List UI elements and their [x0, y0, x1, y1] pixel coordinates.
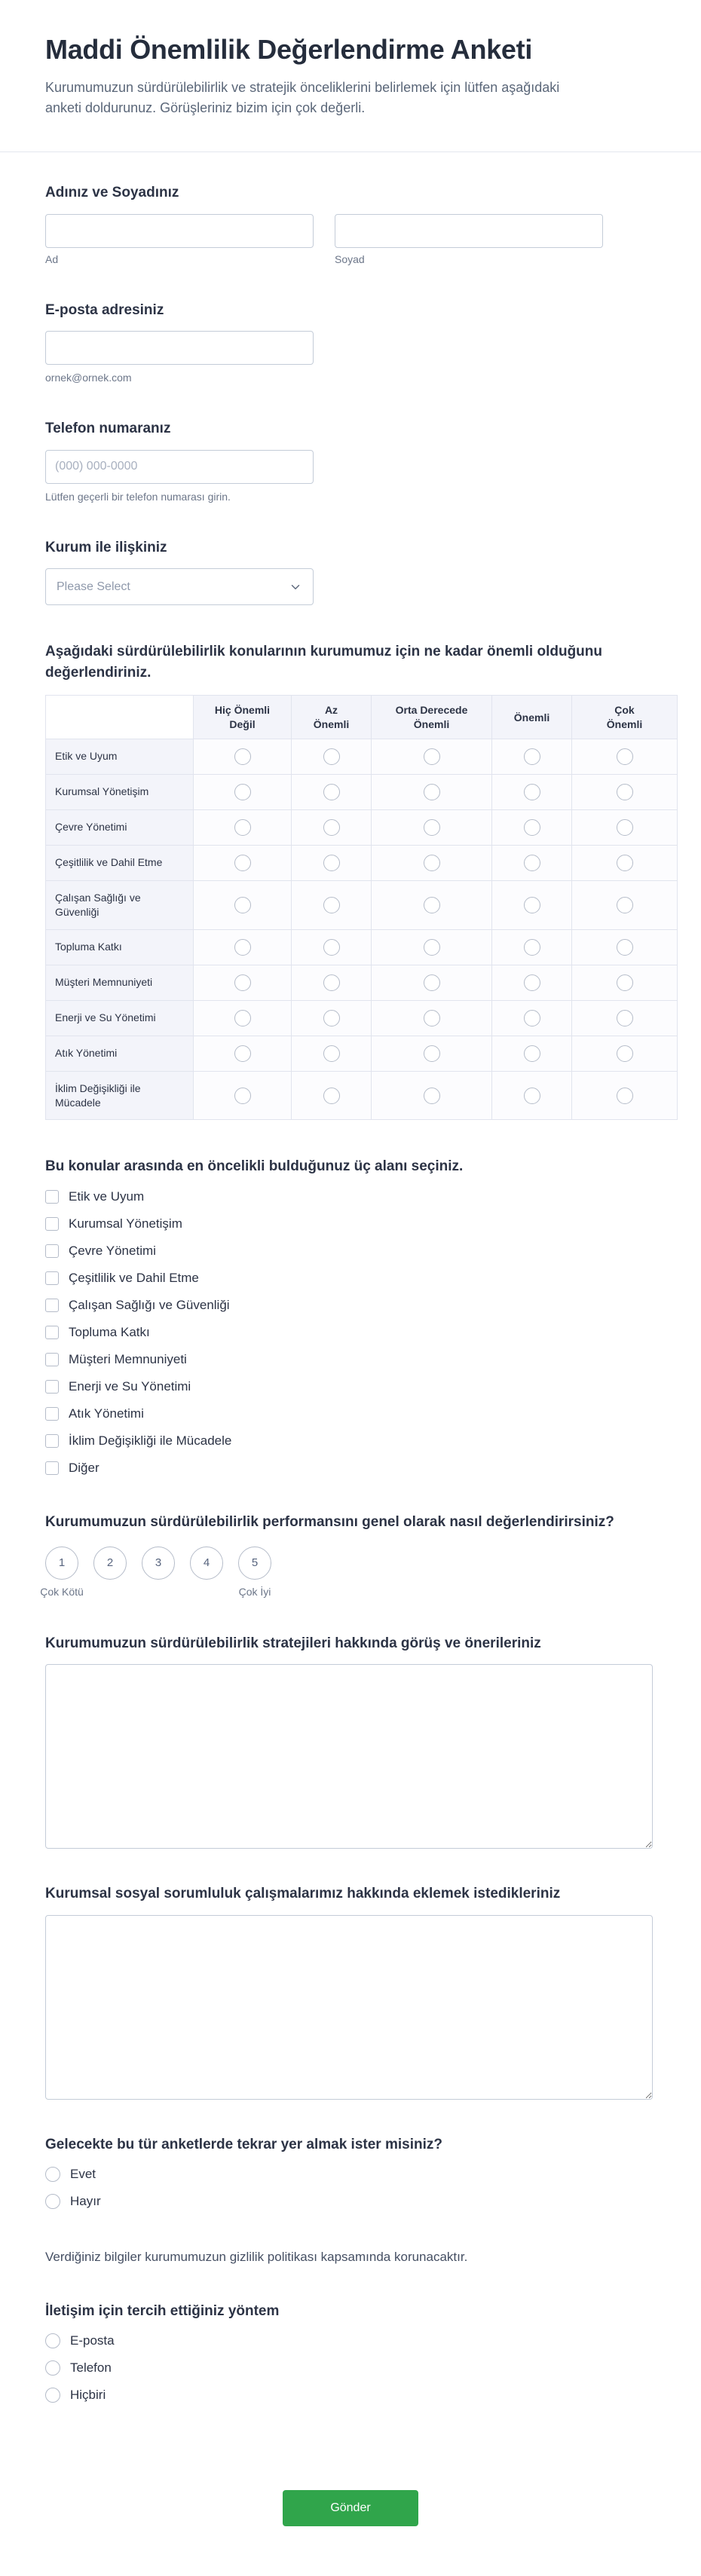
matrix-radio-unchecked[interactable]: [323, 939, 340, 956]
matrix-radio-unchecked[interactable]: [234, 855, 251, 871]
matrix-cell[interactable]: [372, 1071, 492, 1120]
priority-option[interactable]: [45, 1271, 199, 1286]
matrix-cell[interactable]: [292, 965, 372, 1000]
matrix-cell[interactable]: [572, 845, 678, 880]
matrix-radio-unchecked[interactable]: [234, 1010, 251, 1026]
form-header: [45, 33, 678, 118]
matrix-radio-unchecked[interactable]: [234, 939, 251, 956]
scale-option[interactable]: [142, 1547, 175, 1599]
matrix-radio-unchecked[interactable]: [524, 784, 540, 800]
matrix-radio-unchecked[interactable]: [323, 974, 340, 991]
matrix-radio-unchecked[interactable]: [424, 939, 440, 956]
matrix-radio-unchecked[interactable]: [234, 974, 251, 991]
matrix-column-header: Önemli: [492, 696, 572, 739]
matrix-radio-unchecked[interactable]: [524, 819, 540, 836]
priority-option-label: Topluma Katkı: [69, 1324, 150, 1339]
phone-label: Telefon numaranız: [45, 421, 171, 437]
matrix-label: Aşağıdaki sürdürülebilirlik konularının kurumumuz için ne kadar önemli olduğunu değerlendiriniz.: [45, 644, 602, 681]
matrix-cell[interactable]: [292, 1071, 372, 1120]
last-name-sublabel: Soyad: [335, 252, 365, 265]
matrix-cell[interactable]: [292, 1036, 372, 1071]
fullname-label: Adınız ve Soyadınız: [45, 185, 179, 201]
matrix-cell[interactable]: [492, 1071, 572, 1120]
priority-option[interactable]: [45, 1379, 191, 1394]
matrix-row-label: Çeşitlilik ve Dahil Etme: [46, 845, 194, 880]
matrix-cell[interactable]: [194, 929, 292, 965]
matrix-row: [46, 1036, 678, 1071]
first-name-input[interactable]: [45, 214, 314, 248]
matrix-radio-unchecked[interactable]: [424, 1010, 440, 1026]
matrix-radio-unchecked[interactable]: [424, 1045, 440, 1062]
question-contact-method: [45, 2301, 678, 2403]
radio-option-label: Hayır: [70, 2194, 101, 2209]
matrix-row-label: Atık Yönetimi: [46, 1036, 194, 1071]
matrix-row-label: Çevre Yönetimi: [46, 809, 194, 845]
radio-unchecked[interactable]: [45, 2388, 60, 2403]
radio-option[interactable]: [45, 2194, 101, 2209]
matrix-cell[interactable]: [372, 1000, 492, 1036]
matrix-row: [46, 845, 678, 880]
matrix-row-label: Etik ve Uyum: [46, 739, 194, 774]
matrix-radio-unchecked[interactable]: [323, 1088, 340, 1104]
importance-matrix: [45, 695, 678, 1120]
checkbox-unchecked[interactable]: [45, 1190, 59, 1204]
matrix-cell[interactable]: [292, 929, 372, 965]
submit-button[interactable]: Gönder: [283, 2490, 418, 2526]
matrix-row: [46, 965, 678, 1000]
matrix-radio-unchecked[interactable]: [524, 897, 540, 913]
matrix-row: [46, 1000, 678, 1036]
matrix-radio-unchecked[interactable]: [424, 784, 440, 800]
matrix-row: [46, 809, 678, 845]
matrix-radio-unchecked[interactable]: [424, 748, 440, 765]
matrix-cell[interactable]: [194, 880, 292, 929]
email-label: E-posta adresiniz: [45, 301, 164, 318]
matrix-radio-unchecked[interactable]: [234, 748, 251, 765]
matrix-cell[interactable]: [372, 965, 492, 1000]
priority-option[interactable]: [45, 1244, 156, 1259]
priority-option[interactable]: [45, 1352, 187, 1367]
checkbox-unchecked[interactable]: [45, 1434, 59, 1448]
matrix-radio-unchecked[interactable]: [424, 897, 440, 913]
matrix-cell[interactable]: [572, 739, 678, 774]
priority-option[interactable]: [45, 1433, 231, 1449]
matrix-cell[interactable]: [492, 809, 572, 845]
priority-option-label: İklim Değişikliği ile Mücadele: [69, 1433, 232, 1448]
csr-feedback-label: Kurumsal sosyal sorumluluk çalışmalarımız hakkında eklemek istedikleriniz: [45, 1886, 561, 1902]
priority-option-label: Çeşitlilik ve Dahil Etme: [69, 1270, 199, 1285]
matrix-radio-unchecked[interactable]: [617, 748, 633, 765]
matrix-radio-unchecked[interactable]: [524, 939, 540, 956]
matrix-radio-unchecked[interactable]: [617, 1045, 633, 1062]
checkbox-unchecked[interactable]: [45, 1271, 59, 1285]
question-fullname: [45, 182, 678, 265]
fullname-inputs: [45, 203, 678, 265]
priorities-label: Bu konular arasında en öncelikli bulduğunuz üç alanı seçiniz.: [45, 1158, 464, 1175]
matrix-cell[interactable]: [194, 845, 292, 880]
matrix-radio-unchecked[interactable]: [323, 784, 340, 800]
matrix-radio-unchecked[interactable]: [323, 897, 340, 913]
scale-radio[interactable]: 1: [45, 1547, 78, 1580]
scale-radio[interactable]: 4: [190, 1547, 223, 1580]
scale-option[interactable]: [238, 1547, 271, 1599]
priority-option-label: Enerji ve Su Yönetimi: [69, 1378, 191, 1394]
checkbox-unchecked[interactable]: [45, 1326, 59, 1339]
matrix-cell[interactable]: [372, 739, 492, 774]
radio-unchecked[interactable]: [45, 2333, 60, 2348]
matrix-cell[interactable]: [572, 965, 678, 1000]
matrix-cell[interactable]: [372, 880, 492, 929]
matrix-cell[interactable]: [492, 774, 572, 809]
matrix-radio-unchecked[interactable]: [617, 1010, 633, 1026]
matrix-cell[interactable]: [572, 809, 678, 845]
radio-option-label: Hiçbiri: [70, 2388, 106, 2403]
checkbox-unchecked[interactable]: [45, 1244, 59, 1258]
first-name-sublabel: Ad: [45, 252, 59, 265]
matrix-cell[interactable]: [194, 739, 292, 774]
radio-option[interactable]: [45, 2167, 96, 2182]
phone-input[interactable]: [45, 450, 314, 484]
matrix-row-label: Enerji ve Su Yönetimi: [46, 1000, 194, 1036]
matrix-header-row: [46, 696, 678, 739]
question-email: [45, 300, 678, 384]
matrix-cell[interactable]: [372, 1036, 492, 1071]
matrix-cell[interactable]: [572, 880, 678, 929]
matrix-cell[interactable]: [492, 845, 572, 880]
matrix-cell[interactable]: [194, 1000, 292, 1036]
radio-unchecked[interactable]: [45, 2194, 60, 2209]
question-relation: [45, 537, 678, 606]
question-importance-matrix: [45, 641, 678, 1120]
matrix-cell[interactable]: [492, 1036, 572, 1071]
matrix-cell[interactable]: [572, 1000, 678, 1036]
chevron-down-icon: [289, 580, 302, 594]
email-input[interactable]: [45, 331, 314, 365]
first-name-group: [45, 203, 314, 265]
matrix-radio-unchecked[interactable]: [234, 819, 251, 836]
matrix-cell[interactable]: [292, 809, 372, 845]
last-name-group: [335, 203, 603, 265]
matrix-row: [46, 774, 678, 809]
scale-caption: Çok Kötü: [40, 1585, 84, 1598]
matrix-cell[interactable]: [292, 774, 372, 809]
matrix-cell[interactable]: [492, 965, 572, 1000]
header-divider: [0, 151, 701, 152]
radio-unchecked[interactable]: [45, 2167, 60, 2182]
matrix-radio-unchecked[interactable]: [323, 1045, 340, 1062]
checkbox-unchecked[interactable]: [45, 1217, 59, 1231]
radio-option[interactable]: [45, 2333, 115, 2348]
priority-option-label: Kurumsal Yönetişim: [69, 1216, 182, 1231]
radio-option-label: Telefon: [70, 2360, 112, 2376]
matrix-column-header: Az Önemli: [292, 696, 372, 739]
matrix-radio-unchecked[interactable]: [424, 855, 440, 871]
matrix-radio-unchecked[interactable]: [424, 974, 440, 991]
matrix-cell[interactable]: [194, 965, 292, 1000]
contact-method-label: İletişim için tercih ettiğiniz yöntem: [45, 2302, 280, 2319]
scale-caption: Çok İyi: [238, 1585, 271, 1598]
matrix-radio-unchecked[interactable]: [524, 1010, 540, 1026]
scale-option[interactable]: [40, 1547, 84, 1599]
matrix-row-label: İklim Değişikliği ile Mücadele: [46, 1071, 194, 1120]
contact-method-options: [45, 2333, 678, 2403]
matrix-radio-unchecked[interactable]: [617, 784, 633, 800]
radio-unchecked[interactable]: [45, 2360, 60, 2376]
matrix-radio-unchecked[interactable]: [617, 974, 633, 991]
matrix-row: [46, 929, 678, 965]
phone-hint: Lütfen geçerli bir telefon numarası girin.: [45, 490, 231, 503]
relation-select-value: Please Select: [57, 580, 130, 593]
matrix-cell[interactable]: [292, 1000, 372, 1036]
checkbox-unchecked[interactable]: [45, 1461, 59, 1475]
last-name-input[interactable]: [335, 214, 603, 248]
priority-option[interactable]: [45, 1325, 150, 1340]
matrix-row-label: Kurumsal Yönetişim: [46, 774, 194, 809]
form-subtitle: Kurumumuzun sürdürülebilirlik ve stratejik önceliklerini belirlemek için lütfen aşağıdaki anketi doldurunuz. Görüşleriniz bizim için çok değerli.: [45, 80, 560, 116]
csr-feedback-textarea[interactable]: [45, 1915, 653, 2100]
matrix-radio-unchecked[interactable]: [524, 974, 540, 991]
scale-option[interactable]: [93, 1547, 127, 1599]
question-strategy-feedback: [45, 1633, 678, 1849]
future-participation-options: [45, 2167, 678, 2209]
matrix-radio-unchecked[interactable]: [617, 939, 633, 956]
matrix-radio-unchecked[interactable]: [524, 855, 540, 871]
scale-option[interactable]: [190, 1547, 223, 1599]
matrix-cell[interactable]: [194, 774, 292, 809]
performance-label: Kurumumuzun sürdürülebilirlik performansını genel olarak nasıl değerlendirirsiniz?: [45, 1513, 614, 1530]
matrix-cell[interactable]: [372, 774, 492, 809]
form-title: Maddi Önemlilik Değerlendirme Anketi: [45, 34, 533, 65]
performance-scale: [40, 1547, 678, 1599]
matrix-radio-unchecked[interactable]: [617, 1088, 633, 1104]
matrix-radio-unchecked[interactable]: [524, 748, 540, 765]
matrix-cell[interactable]: [372, 809, 492, 845]
matrix-radio-unchecked[interactable]: [617, 855, 633, 871]
priority-option[interactable]: [45, 1406, 144, 1421]
matrix-cell[interactable]: [572, 1071, 678, 1120]
matrix-radio-unchecked[interactable]: [524, 1045, 540, 1062]
strategy-feedback-label: Kurumumuzun sürdürülebilirlik stratejileri hakkında görüş ve önerileriniz: [45, 1635, 541, 1651]
priority-option-label: Çalışan Sağlığı ve Güvenliği: [69, 1297, 230, 1312]
priority-option-label: Diğer: [69, 1460, 99, 1475]
matrix-corner-cell: [46, 696, 194, 739]
scale-radio[interactable]: 3: [142, 1547, 175, 1580]
matrix-cell[interactable]: [572, 929, 678, 965]
matrix-row-label: Topluma Katkı: [46, 929, 194, 965]
relation-select[interactable]: [45, 568, 314, 605]
matrix-radio-unchecked[interactable]: [323, 748, 340, 765]
matrix-head: [46, 696, 678, 739]
radio-option-label: E-posta: [70, 2333, 115, 2348]
matrix-cell[interactable]: [492, 880, 572, 929]
matrix-cell[interactable]: [572, 774, 678, 809]
matrix-row-label: Çalışan Sağlığı ve Güvenliği: [46, 880, 194, 929]
radio-option[interactable]: [45, 2388, 106, 2403]
matrix-column-header: Hiç Önemli Değil: [194, 696, 292, 739]
question-performance-scale: [40, 1512, 678, 1599]
radio-option-label: Evet: [70, 2167, 96, 2182]
strategy-feedback-textarea[interactable]: [45, 1664, 653, 1849]
scale-radio[interactable]: 5: [238, 1547, 271, 1580]
checkbox-unchecked[interactable]: [45, 1380, 59, 1394]
priority-option[interactable]: [45, 1461, 99, 1476]
checkbox-unchecked[interactable]: [45, 1353, 59, 1366]
radio-option[interactable]: [45, 2360, 112, 2376]
priority-option[interactable]: [45, 1189, 144, 1204]
question-priorities: [45, 1156, 678, 1476]
matrix-radio-unchecked[interactable]: [234, 897, 251, 913]
matrix-radio-unchecked[interactable]: [323, 1010, 340, 1026]
priority-option-label: Müşteri Memnuniyeti: [69, 1351, 187, 1366]
matrix-column-header: Orta Derecede Önemli: [372, 696, 492, 739]
matrix-cell[interactable]: [292, 880, 372, 929]
matrix-radio-unchecked[interactable]: [323, 855, 340, 871]
matrix-radio-unchecked[interactable]: [234, 1045, 251, 1062]
matrix-radio-unchecked[interactable]: [424, 819, 440, 836]
matrix-radio-unchecked[interactable]: [524, 1088, 540, 1104]
email-hint: ornek@ornek.com: [45, 372, 132, 384]
matrix-radio-unchecked[interactable]: [617, 819, 633, 836]
checkbox-unchecked[interactable]: [45, 1299, 59, 1312]
matrix-row: [46, 880, 678, 929]
question-future-participation: [45, 2134, 678, 2210]
matrix-cell[interactable]: [372, 929, 492, 965]
submit-row: [0, 2490, 701, 2526]
matrix-cell[interactable]: [194, 1071, 292, 1120]
priority-option[interactable]: [45, 1298, 230, 1313]
matrix-cell[interactable]: [492, 739, 572, 774]
matrix-cell[interactable]: [292, 845, 372, 880]
matrix-cell[interactable]: [572, 1036, 678, 1071]
matrix-cell[interactable]: [194, 1036, 292, 1071]
question-csr-feedback: [45, 1883, 678, 2100]
relation-label: Kurum ile ilişkiniz: [45, 539, 167, 555]
matrix-row: [46, 739, 678, 774]
matrix-radio-unchecked[interactable]: [617, 897, 633, 913]
matrix-radio-unchecked[interactable]: [234, 784, 251, 800]
matrix-body: [46, 739, 678, 1120]
matrix-cell[interactable]: [492, 929, 572, 965]
future-participation-label: Gelecekte bu tür anketlerde tekrar yer almak ister misiniz?: [45, 2136, 442, 2152]
matrix-cell[interactable]: [292, 739, 372, 774]
matrix-radio-unchecked[interactable]: [234, 1088, 251, 1104]
matrix-cell[interactable]: [194, 809, 292, 845]
matrix-cell[interactable]: [372, 845, 492, 880]
matrix-row: [46, 1071, 678, 1120]
matrix-radio-unchecked[interactable]: [323, 819, 340, 836]
privacy-note: Verdiğiniz bilgiler kurumumuzun gizlilik politikası kapsamında korunacaktır.: [45, 2250, 468, 2265]
checkbox-unchecked[interactable]: [45, 1407, 59, 1421]
matrix-radio-unchecked[interactable]: [424, 1088, 440, 1104]
priority-options: [45, 1189, 678, 1476]
matrix-column-header: Çok Önemli: [572, 696, 678, 739]
priority-option-label: Çevre Yönetimi: [69, 1243, 156, 1258]
question-phone: [45, 418, 678, 503]
matrix-cell[interactable]: [492, 1000, 572, 1036]
matrix-row-label: Müşteri Memnuniyeti: [46, 965, 194, 1000]
scale-radio[interactable]: 2: [93, 1547, 127, 1580]
priority-option-label: Etik ve Uyum: [69, 1189, 145, 1204]
priority-option-label: Atık Yönetimi: [69, 1406, 144, 1421]
priority-option[interactable]: [45, 1216, 182, 1231]
